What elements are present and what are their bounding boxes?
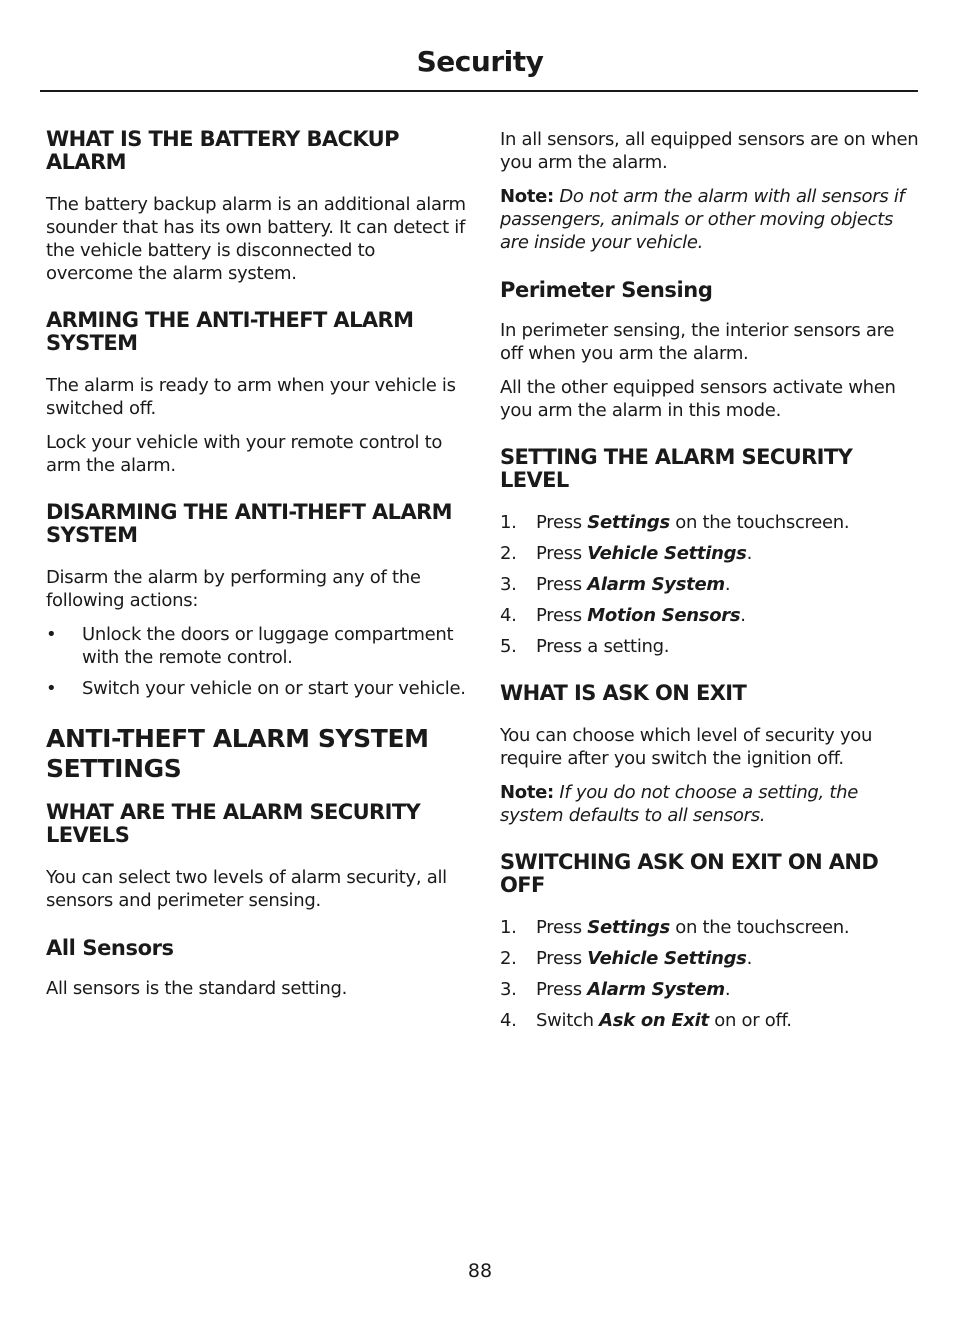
disarming-bullet-list [46, 623, 466, 700]
page-number: 88 [467, 1260, 493, 1282]
step-post: on the touchscreen. [669, 917, 850, 938]
step-number: 2. [500, 543, 517, 564]
step-post: . [740, 605, 746, 626]
paragraph-arming-2: Lock your vehicle with your remote control to arm the alarm. [46, 432, 443, 476]
header-divider [40, 90, 918, 92]
heading-switching-ask-on-exit: SWITCHING ASK ON EXIT ON AND OFF [500, 850, 879, 897]
step-pre: Press [536, 979, 588, 1000]
setting-level-steps [500, 511, 920, 658]
paragraph-all-sensors-cont: In all sensors, all equipped sensors are on when you arm the alarm. [500, 129, 919, 173]
heading-security-levels: WHAT ARE THE ALARM SECURITY LEVELS [46, 800, 421, 847]
paragraph-disarming-intro: Disarm the alarm by performing any of the following actions: [46, 567, 421, 611]
page-header-title: Security [416, 45, 544, 78]
switching-steps [500, 916, 920, 1032]
step-post: . [746, 948, 753, 969]
list-item [46, 677, 466, 700]
step-emphasis: Settings [587, 917, 670, 938]
step-pre: Press [536, 574, 588, 595]
step-pre: Switch [536, 1010, 600, 1031]
list-item [500, 542, 920, 565]
paragraph-arming-1: The alarm is ready to arm when your vehicle is switched off. [46, 375, 456, 419]
bullet-icon: • [46, 678, 57, 699]
bullet-icon: • [46, 624, 57, 645]
paragraph-all-sensors: All sensors is the standard setting. [46, 978, 348, 999]
list-item [500, 1009, 920, 1032]
right-column [500, 128, 920, 1056]
step-pre: Press [536, 605, 588, 626]
step-emphasis: Settings [587, 512, 670, 533]
step-number: 5. [500, 636, 517, 657]
step-number: 3. [500, 574, 517, 595]
paragraph-security-levels: You can select two levels of alarm security, all sensors and perimeter sensing. [46, 867, 447, 911]
list-item [500, 635, 920, 658]
step-pre: Press a setting. [536, 636, 670, 657]
paragraph-perimeter-1: In perimeter sensing, the interior sensors are off when you arm the alarm. [500, 320, 895, 364]
step-number: 3. [500, 979, 517, 1000]
note-label: Note: [500, 782, 554, 803]
step-number: 4. [500, 605, 517, 626]
step-number: 1. [500, 512, 517, 533]
list-item [500, 978, 920, 1001]
step-post: . [724, 979, 731, 1000]
note-label: Note: [500, 186, 554, 207]
step-post: . [746, 543, 753, 564]
heading-setting-security-level: SETTING THE ALARM SECURITY LEVEL [500, 445, 853, 492]
step-number: 4. [500, 1010, 517, 1031]
heading-perimeter-sensing: Perimeter Sensing [500, 278, 713, 302]
paragraph-perimeter-2: All the other equipped sensors activate when you arm the alarm in this mode. [500, 377, 896, 421]
heading-all-sensors: All Sensors [46, 936, 174, 960]
list-item [500, 947, 920, 970]
step-emphasis: Motion Sensors [587, 605, 741, 626]
note-ask-on-exit [500, 781, 920, 827]
heading-arming: ARMING THE ANTI-THEFT ALARM SYSTEM [46, 308, 414, 355]
step-pre: Press [536, 948, 588, 969]
list-item [500, 511, 920, 534]
paragraph-ask-on-exit: You can choose which level of security you require after you switch the ignition off. [500, 725, 873, 769]
list-item [500, 573, 920, 596]
step-emphasis: Alarm System [587, 574, 725, 595]
list-item-text: Unlock the doors or luggage compartment with the remote control. [82, 624, 454, 668]
step-post: . [724, 574, 731, 595]
note-text: Do not arm the alarm with all sensors if passengers, animals or other moving objects are inside your vehicle. [500, 186, 905, 253]
list-item-text: Switch your vehicle on or start your vehicle. [82, 678, 466, 699]
heading-ask-on-exit: WHAT IS ASK ON EXIT [500, 681, 747, 705]
step-emphasis: Vehicle Settings [587, 948, 747, 969]
note-text: If you do not choose a setting, the system defaults to all sensors. [500, 782, 859, 826]
step-emphasis: Ask on Exit [599, 1010, 709, 1031]
list-item [500, 604, 920, 627]
step-post: on or off. [708, 1010, 792, 1031]
step-emphasis: Vehicle Settings [587, 543, 747, 564]
note-all-sensors [500, 185, 920, 254]
step-pre: Press [536, 512, 588, 533]
step-pre: Press [536, 543, 588, 564]
heading-battery-backup: WHAT IS THE BATTERY BACKUP ALARM [46, 127, 399, 174]
list-item [46, 623, 466, 669]
heading-disarming: DISARMING THE ANTI-THEFT ALARM SYSTEM [46, 500, 452, 547]
left-column [46, 128, 466, 1011]
step-number: 1. [500, 917, 517, 938]
step-post: on the touchscreen. [669, 512, 850, 533]
paragraph-battery-backup: The battery backup alarm is an additional alarm sounder that has its own battery. It can detect if the vehicle battery is disconnected to overcome the alarm system. [46, 194, 466, 284]
list-item [500, 916, 920, 939]
step-number: 2. [500, 948, 517, 969]
heading-alarm-settings: ANTI-THEFT ALARM SYSTEM SETTINGS [46, 724, 429, 783]
step-emphasis: Alarm System [587, 979, 725, 1000]
step-pre: Press [536, 917, 588, 938]
